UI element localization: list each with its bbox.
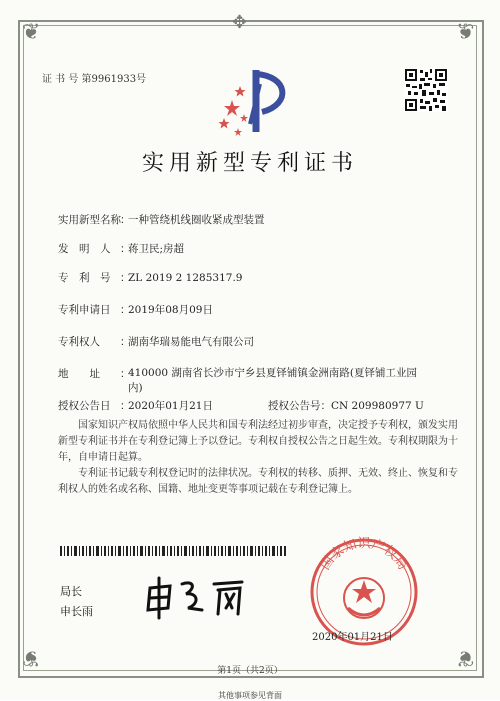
field-label: 专 利 号: [58, 272, 111, 284]
field-address-value: 410000 湖南省长沙市宁乡县夏铎铺镇金洲南路(夏铎铺工业园内): [128, 367, 418, 394]
field-value: ZL 2019 2 1285317.9: [128, 272, 243, 284]
certificate-title: 实用新型专利证书: [141, 151, 358, 176]
corner-ornament-tl: ❦: [22, 20, 41, 45]
signatory-name: 申长雨: [60, 605, 93, 618]
field-separator: ：: [120, 214, 131, 226]
page-number: 第1页（共2页）: [217, 666, 283, 676]
qr-code: [404, 68, 448, 112]
top-center-ornament: ✥: [232, 12, 248, 33]
corner-ornament-br: ❦: [456, 645, 475, 670]
grant-date-label: 授权公告日: [58, 400, 111, 412]
field-label: 地 址: [58, 368, 100, 380]
barcode: [60, 546, 286, 556]
grant-date-row: 授权公告日 ：2020年01月21日: [58, 400, 213, 412]
paragraph-grant-statement: 国家知识产权局依照中华人民共和国专利法经过初步审查，决定授予专利权，颁发实用新型专利证书并在专利登记簿上予以登记。专利权自授权公告之日起生效。专利权期限为十年，自申请日起算。: [58, 420, 458, 463]
field-separator: ：: [120, 272, 131, 284]
field-separator: ：: [120, 304, 131, 316]
back-side-note: 其他事项参见背面: [218, 691, 282, 700]
handwritten-signature: [142, 574, 252, 620]
grant-date-value: 2020年01月21日: [128, 400, 213, 412]
field-label: 发 明 人: [58, 243, 111, 255]
field-application-date: [58, 302, 213, 317]
field-separator: ：: [120, 336, 131, 348]
field-patentee: [58, 334, 254, 349]
grant-pub-row: 授权公告号：CN 209980977 U: [268, 400, 424, 412]
field-label: 实用新型名称: [58, 214, 121, 226]
field-value: 2019年08月09日: [128, 304, 213, 316]
field-utility-model-name: [58, 212, 265, 227]
field-address-label: [58, 366, 131, 381]
grant-pub-label: 授权公告号: [268, 400, 321, 412]
field-value: 蒋卫民;房超: [128, 243, 185, 255]
seal-date: 2020年01月21日: [312, 632, 393, 643]
corner-ornament-bl: ❦: [22, 645, 41, 670]
field-label: 专利申请日: [58, 304, 111, 316]
field-patent-number: [58, 270, 242, 285]
signatory-title: 局长: [60, 585, 82, 598]
field-separator: ：: [120, 243, 131, 255]
field-value: 一种管绕机线圈收紧成型装置: [128, 214, 265, 226]
paragraph-legal-status: 专利证书记载专利权登记时的法律状况。专利权的转移、质押、无效、终止、恢复和专利权人的姓名或名称、国籍、地址变更等事项记载在专利登记簿上。: [58, 468, 458, 495]
field-value: 湖南华瑞易能电气有限公司: [128, 336, 254, 348]
grant-pub-value: CN 209980977 U: [331, 400, 424, 412]
corner-ornament-tr: ❦: [456, 20, 475, 45]
seal-text-path: 国家知识产权局: [318, 536, 410, 573]
seal-text: [318, 536, 410, 573]
field-label: 专利权人: [58, 336, 100, 348]
cnipa-logo: [210, 62, 300, 140]
field-inventor: [58, 241, 184, 256]
field-separator: ：: [120, 368, 131, 380]
certificate-number: 证 书 号 第9961933号: [42, 74, 147, 85]
